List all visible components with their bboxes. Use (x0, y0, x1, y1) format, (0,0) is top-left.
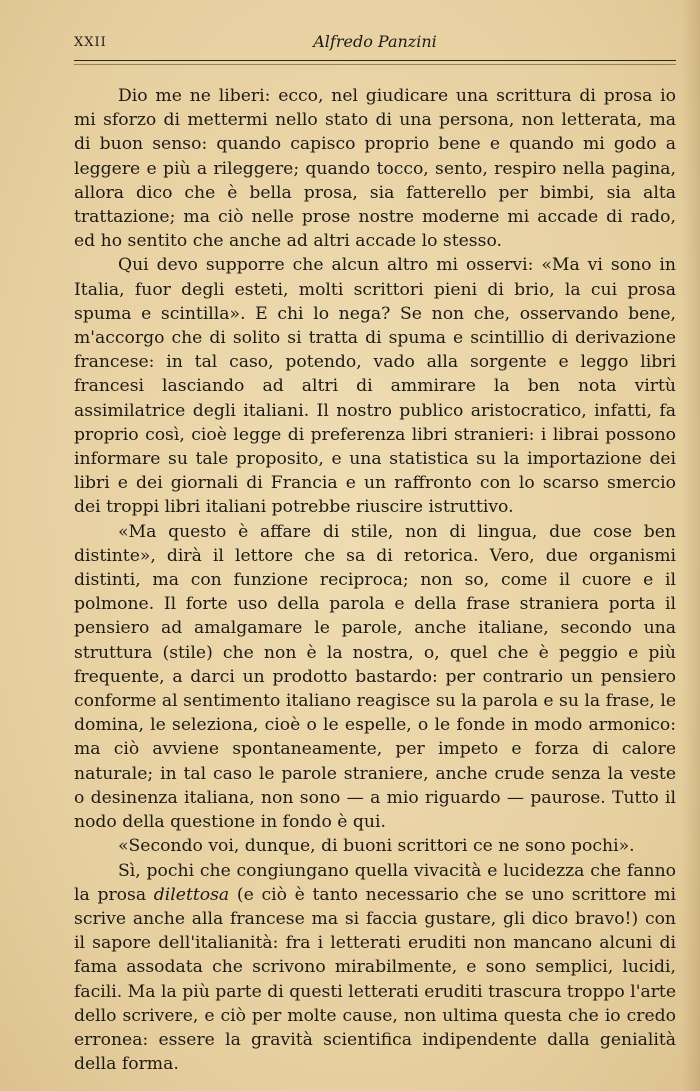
paragraph-5 (74, 859, 676, 1077)
paragraph-4: «Secondo voi, dunque, di buoni scrittori ce ne sono pochi». (118, 836, 635, 857)
paragraph-1: Dio me ne liberi: ecco, nel giudicare una scrittura di prosa io mi sforzo di mettermi nello stato di una persona, non letterata, ma di buon senso: quando capisco proprio bene e quando mi godo a leggere e più a rileggere; quando tocco, sento, respiro nella pagina, allora dico che è bella prosa, sia fatterello per bimbi, sia alta trattazione; ma ciò nelle prose nostre moderne mi accade di rado, ed ho sentito che anche ad altri accade lo stesso. (74, 86, 676, 252)
page-header (74, 30, 676, 54)
paragraph-5-start: Sì, pochi che congiungano quella vivacità e lucidezza che fanno la prosa (74, 860, 676, 905)
paragraph-3: «Ma questo è affare di stile, non di lingua, due cose ben distinte», dirà il lettore che sa di retorica. Vero, due organismi distinti, ma con funzione reciproca; non so, come il cuore e il polmone. Il forte uso della parola e della frase straniera porta il pensiero ad amalgamare le parole, anche italiane, secondo una struttura (stile) che non è la nostra, o, quel che è peggio e più frequente, a darci un prodotto bastardo: per contrario un pensiero conforme al sentimento italiano reagisce su la parola e su la frase, le domina, le seleziona, cioè o le espelle, o le fonde in modo armonico: ma ciò avviene spontaneamente, per impeto e forza di calore naturale; in tal caso le parole straniere, anche crude senza la veste o desinenza italiana, non sono — a mio riguardo — paurose. Tutto il nodo della questione in fondo è qui. (74, 521, 677, 833)
header-rule-secondary (74, 64, 676, 65)
paragraph-5-end: (e ciò è tanto necessario che se uno scrittore mi scrive anche alla francese ma si faccia gustare, gli dico bravo!) con il sapore dell'italianità: fra i letterati eruditi non mancano alcuni di fama assodata che scrivono mirabilmente, e sono semplici, lucidi, facili. Ma la più parte di questi letterati eruditi trascura troppo l'arte dello scrivere, e ciò per molte cause, non ultima questa che io credo erronea: essere la gravità scientifica indipendente dalla genialità della forma. (74, 884, 676, 1075)
italic-word: dilettosa (153, 884, 230, 905)
body-text (74, 84, 676, 1076)
page-number: XXII (74, 35, 107, 50)
paragraph-2: Qui devo supporre che alcun altro mi osservi: «Ma vi sono in Italia, fuor degli esteti, molti scrittori pieni di brio, la cui prosa spuma e scintilla». E chi lo nega? Se non che, osservando bene, m'accorgo che di solito si tratta di spuma e scintillio di derivazione francese: in tal caso, potendo, vado alla sorgente e leggo libri francesi lasciando ad altri di ammirare la ben nota virtù assimilatrice degli italiani. Il nostro publico aristocratico, infatti, fa proprio così, cioè legge di preferenza libri stranieri: i librai possono informare su tale proposito, e una statistica su la importazione dei libri e dei giornali di Francia e un raffronto con lo scarso smercio dei troppi libri italiani potrebbe riuscire istruttivo. (74, 255, 676, 518)
running-title: Alfredo Panzini (313, 32, 437, 51)
page-edge-shadow (682, 0, 700, 1091)
header-rule (74, 60, 676, 61)
